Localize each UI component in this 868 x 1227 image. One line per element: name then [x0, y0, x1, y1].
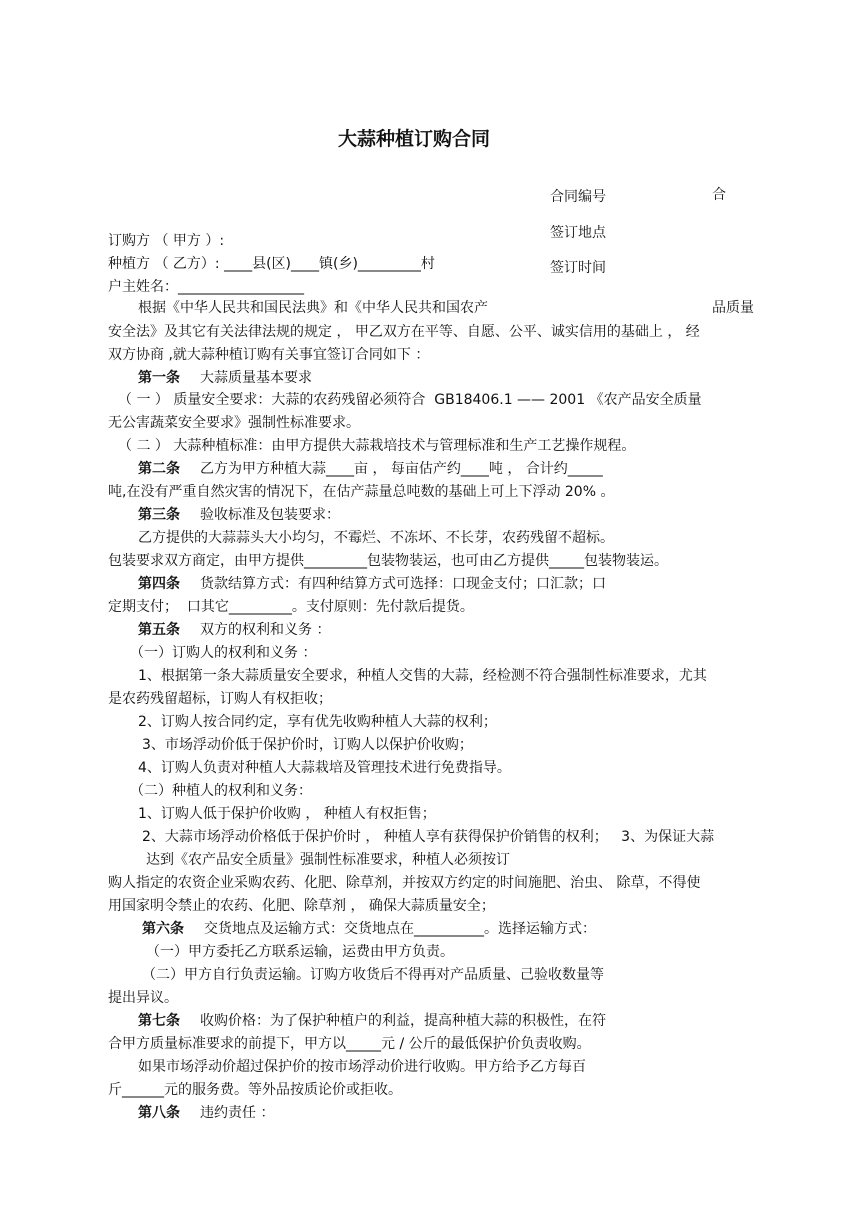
article-5-s1-item-1a: 1、根据第一条大蒜质量安全要求，种植人交售的大蒜，经检测不符合强制性标准要求，尤其: [138, 668, 707, 684]
signing-place-label: 签订地点: [550, 225, 606, 241]
article-5-title: 双方的权利和义务 ：: [200, 622, 331, 638]
document-title: 大蒜种植订购合同: [337, 128, 490, 150]
article-7-line-3: 如果市场浮动价超过保护价的按市场浮动价进行收购。甲方给予乙方每百: [138, 1059, 586, 1075]
article-7-line-4: 斤______元的服务费。等外品按质论价或拒收。: [108, 1082, 402, 1098]
contract-number-label: 合同编号: [550, 189, 606, 205]
article-3-heading: 第三条: [138, 507, 180, 523]
article-3-line-2: 包装要求双方商定，由甲方提供_________包装物装运，也可由乙方提供_____包装物装运。: [108, 553, 668, 569]
article-5-s2-item-2b: 达到《农产品安全质量》强制性标准要求，种植人必须按订: [146, 852, 510, 868]
article-4-heading: 第四条: [138, 576, 180, 592]
buyer-party-line: 订购方 （ 甲方 ）:: [108, 233, 225, 249]
contract-number-suffix: 合: [712, 187, 726, 203]
intro-line-3: 双方协商 ,就大蒜种植订购有关事宜签订合同如下 ：: [108, 347, 430, 363]
article-4-line-2: 定期支付； 口其它_________。支付原则：先付款后提货。: [108, 599, 474, 615]
household-name-line: 户主姓名：__________________: [108, 279, 304, 295]
article-5-section-1: （一）订购人的权利和义务 ：: [130, 645, 317, 661]
article-1-para-2: （ 二 ） 大蒜种植标准：由甲方提供大蒜栽培技术与管理标准和生产工艺操作规程。: [118, 438, 636, 454]
article-1-para-1a: （ 一 ） 质量安全要求：大蒜的农药残留必须符合 GB18406.1 —— 2001 《农产品安全质量: [118, 392, 702, 408]
article-6-option-2a: （二）甲方自行负责运输。订购方收货后不得再对产品质量、己验收数量等: [142, 967, 604, 983]
article-7-heading: 第七条: [138, 1013, 180, 1029]
grower-party-line: 种植方 （ 乙方）: ____县(区)____镇(乡)_________村: [108, 256, 435, 272]
signing-time-label: 签订时间: [550, 260, 606, 276]
article-1-para-1b: 无公害蔬菜安全要求》强制性标准要求。: [108, 415, 360, 431]
intro-line-2: 安全法》及其它有关法律法规的规定 ， 甲乙双方在平等、自愿、公平、诚实信用的基础上 ， 经: [108, 324, 700, 340]
intro-line-1: 根据《中华人民共和国民法典》和《中华人民共和国农产: [138, 300, 488, 316]
article-2-line-1: 乙方为甲方种植大蒜____亩 ， 每亩估产约____吨 ， 合计约_____: [200, 461, 603, 477]
article-3-title: 验收标准及包装要求：: [200, 507, 340, 523]
article-6-line-1: 交货地点及运输方式：交货地点在__________。选择运输方式：: [204, 921, 596, 937]
article-5-s1-item-1b: 是农药残留超标，订购人有权拒收；: [108, 691, 332, 707]
article-1-heading: 第一条: [138, 370, 180, 386]
article-4-line-1: 货款结算方式：有四种结算方式可选择：口现金支付；口汇款；口: [200, 576, 606, 592]
article-5-s1-item-4: 4、订购人负责对种植人大蒜栽培及管理技术进行免费指导。: [138, 760, 511, 776]
article-5-s1-item-2: 2、订购人按合同约定，享有优先收购种植人大蒜的权利；: [138, 714, 497, 730]
article-8-title: 违约责任 ：: [200, 1105, 275, 1121]
article-8-heading: 第八条: [138, 1105, 180, 1121]
article-1-title: 大蒜质量基本要求: [200, 370, 312, 386]
article-5-s2-item-4: 用国家明令禁止的农药、化肥、除草剂 ， 确保大蒜质量安全；: [108, 898, 495, 914]
article-5-s2-item-3: 购人指定的农资企业采购农药、化肥、除草剂，并按双方约定的时间施肥、治虫、 除草，不得使: [108, 875, 701, 891]
article-7-line-2: 合甲方质量标准要求的前提下，甲方以_____元 / 公斤的最低保护价负责收购。: [108, 1036, 591, 1052]
article-5-s1-item-3: 3、市场浮动价低于保护价时，订购人以保护价收购；: [142, 737, 473, 753]
article-6-option-1: （一）甲方委托乙方联系运输，运费由甲方负责。: [146, 944, 454, 960]
article-5-s2-item-1: 1、订购人低于保护价收购 ， 种植人有权拒售；: [138, 806, 436, 822]
article-6-heading: 第六条: [142, 921, 184, 937]
article-6-option-2b: 提出异议。: [108, 990, 178, 1006]
article-2-heading: 第二条: [138, 461, 180, 477]
article-3-line-1: 乙方提供的大蒜蒜头大小均匀，不霉烂、不冻坏、不长芽，农药残留不超标。: [138, 530, 614, 546]
article-2-line-2: 吨,在没有严重自然灾害的情况下，在估产蒜量总吨数的基础上可上下浮动 20% 。: [108, 484, 615, 500]
article-5-heading: 第五条: [138, 622, 180, 638]
article-5-s2-item-2a: 2、大蒜市场浮动价格低于保护价时 ， 种植人享有获得保护价销售的权利； 3、为保证大蒜: [142, 829, 715, 845]
article-7-line-1: 收购价格：为了保护种植户的利益，提高种植大蒜的积极性，在符: [200, 1013, 606, 1029]
article-5-section-2: （二）种植人的权利和义务：: [130, 783, 312, 799]
intro-line-1-right: 品质量: [712, 300, 754, 316]
